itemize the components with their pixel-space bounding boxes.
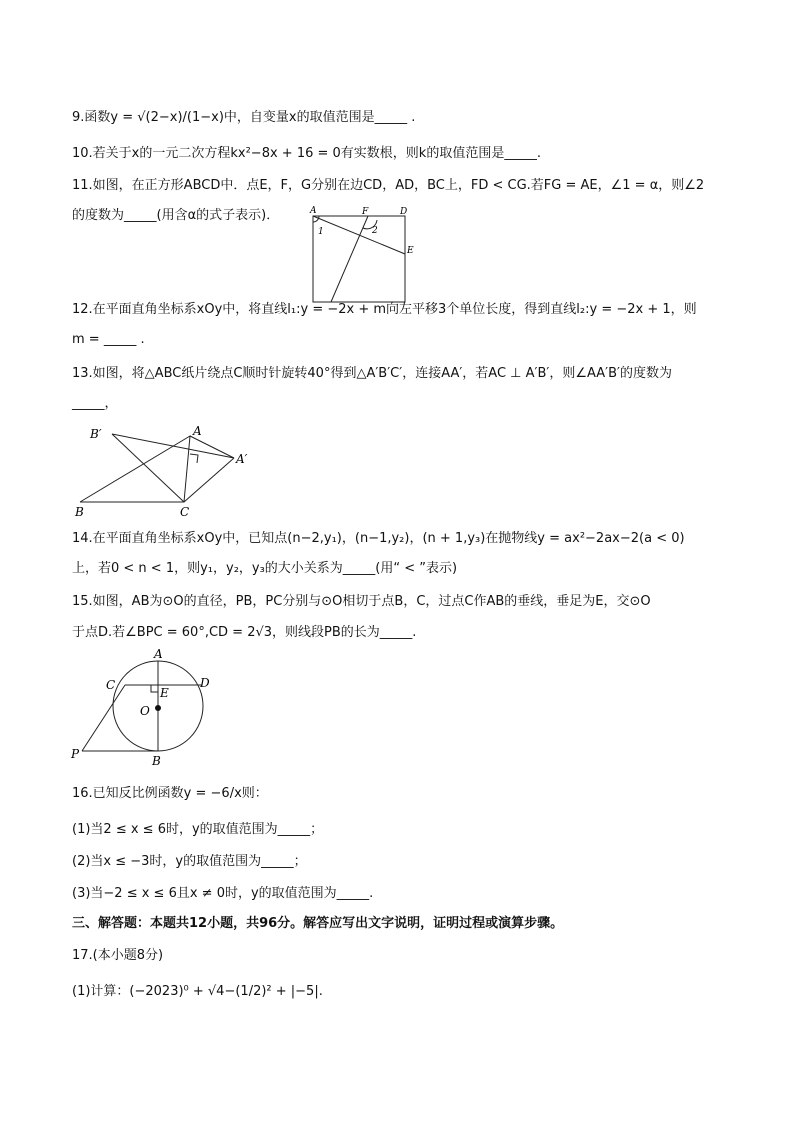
label-F: F: [362, 207, 369, 217]
question-10: 10.若关于x的一元二次方程kx²−8x + 16 = 0有实数根，则k的取值范围是_____.: [72, 146, 541, 161]
question-16-part-1: (1)当2 ≤ x ≤ 6时，y的取值范围为_____；: [72, 822, 324, 837]
label-B: B: [152, 754, 161, 768]
question-16-part-3: (3)当−2 ≤ x ≤ 6且x ≠ 0时，y的取值范围为_____.: [72, 886, 374, 901]
question-17-heading: 17.(本小题8分): [72, 948, 164, 963]
label-E: E: [407, 246, 414, 256]
question-11-line-2: 的度数为_____(用含α的式子表示)．: [72, 208, 280, 223]
label-P: P: [71, 747, 80, 761]
question-15-line-2: 于点D.若∠BPC = 60°,CD = 2√3，则线段PB的长为_____.: [72, 625, 417, 640]
label-C: C: [106, 678, 116, 692]
figure-square-abcd: [305, 202, 420, 307]
question-12-line-2: m = _____ .: [72, 332, 145, 347]
question-16-part-2: (2)当x ≤ −3时，y的取值范围为_____；: [72, 854, 307, 869]
figure-circle-tangents: [68, 645, 218, 770]
question-15-line-1: 15.如图，AB为⊙O的直径，PB，PC分别与⊙O相切于点B，C，过点C作AB的垂线，垂足为E，交⊙O: [72, 594, 651, 609]
question-13-line-2: _____，: [72, 396, 118, 411]
angle-2-label: 2: [372, 226, 378, 236]
label-A-prime: A′: [236, 452, 248, 466]
label-D: D: [200, 676, 210, 690]
label-D: D: [400, 207, 408, 217]
label-C: C: [180, 505, 190, 519]
label-A: A: [193, 424, 202, 438]
question-13-line-1: 13.如图，将△ABC纸片绕点C顺时针旋转40°得到△A′B′C′，连接AA′，若AC ⊥ A′B′，则∠AA′B′的度数为: [72, 366, 672, 381]
label-B-prime: B′: [90, 427, 102, 441]
question-14-line-1: 14.在平面直角坐标系xOy中，已知点(n−2,y₁)，(n−1,y₂)，(n + 1,y₃)在抛物线y = ax²−2ax−2(a < 0): [72, 531, 685, 546]
label-O: O: [140, 704, 150, 718]
question-17-part-1: (1)计算：(−2023)⁰ + √4−(1/2)² + |−5|.: [72, 984, 323, 999]
label-A: A: [154, 647, 163, 661]
section-3-heading: 三、解答题：本题共12小题，共96分。解答应写出文字说明，证明过程或演算步骤。: [72, 916, 564, 931]
figure-rotated-triangle: [72, 420, 262, 520]
question-14-line-2: 上，若0 < n < 1，则y₁，y₂，y₃的大小关系为_____(用“ < ”表示): [72, 561, 458, 576]
question-12-line-1: 12.在平面直角坐标系xOy中，将直线l₁:y = −2x + m向左平移3个单位长度，得到直线l₂:y = −2x + 1，则: [72, 302, 697, 317]
question-16-intro: 16.已知反比例函数y = −6/x则：: [72, 786, 268, 801]
question-11-line-1: 11.如图，在正方形ABCD中．点E，F，G分别在边CD，AD，BC上，FD < CG.若FG = AE，∠1 = α，则∠2: [72, 178, 705, 193]
question-9: 9.函数y = √(2−x)/(1−x)中，自变量x的取值范围是_____ .: [72, 110, 416, 125]
label-E: E: [160, 686, 169, 700]
label-A: A: [310, 206, 317, 216]
angle-1-label: 1: [318, 227, 324, 237]
label-B: B: [75, 505, 84, 519]
